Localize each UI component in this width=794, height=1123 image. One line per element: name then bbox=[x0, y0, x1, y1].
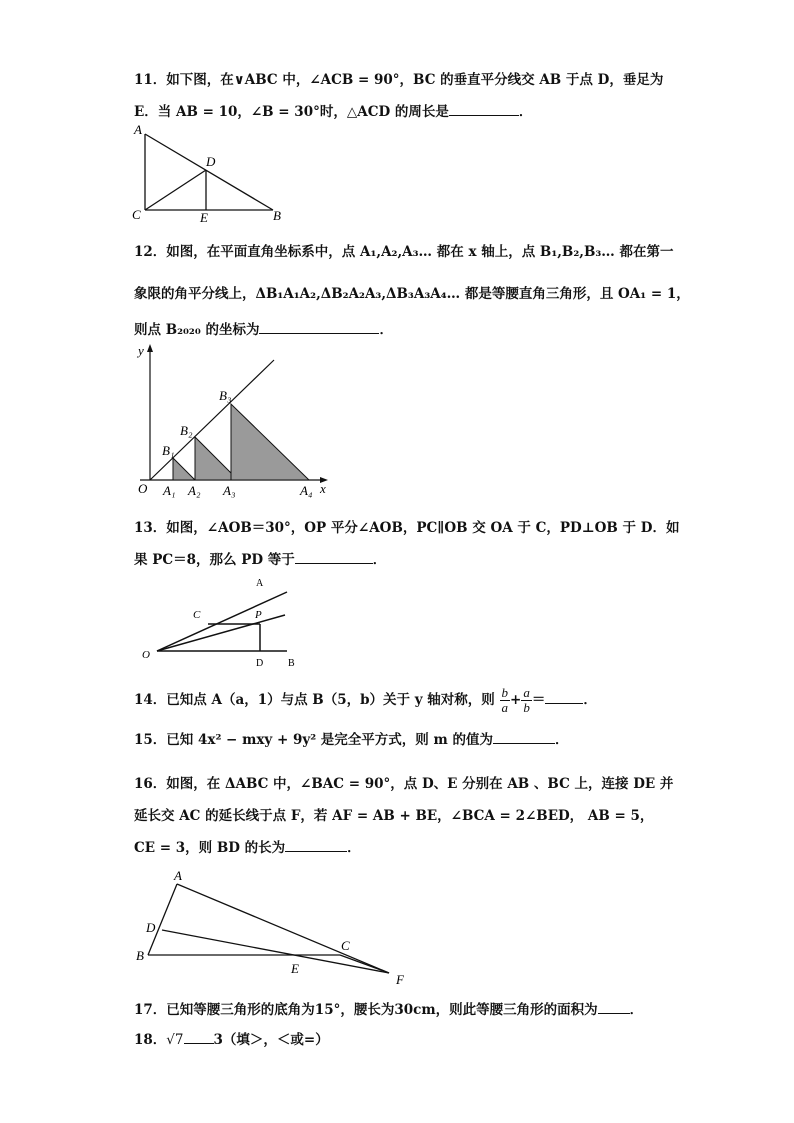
q12-text-line2: 象限的角平分线上，ΔB₁A₁A₂,ΔB₂A₂A₃,ΔB₃A₃A₄… 都是等腰直角三角形，且 OA₁ = 1， bbox=[134, 286, 690, 302]
q11-label-E: E bbox=[200, 210, 208, 225]
q14-frac1-numerator: b bbox=[501, 685, 509, 700]
q12-text-line3: 则点 B₂₀₂₀ 的坐标为 bbox=[134, 322, 260, 338]
q16-label-F: F bbox=[396, 972, 404, 987]
q15-number: 15． bbox=[134, 732, 167, 748]
q16-figure bbox=[130, 862, 420, 992]
q13-label-P: P bbox=[255, 609, 262, 621]
q15-line bbox=[134, 728, 569, 748]
q16-answer-blank[interactable] bbox=[285, 839, 347, 852]
q12-figure bbox=[130, 340, 340, 505]
q13-number: 13． bbox=[134, 520, 167, 536]
q17-number: 17． bbox=[134, 1002, 167, 1018]
q16-label-E: E bbox=[291, 961, 299, 976]
q11-label-A: A bbox=[134, 122, 142, 137]
q11-label-C: C bbox=[132, 207, 141, 222]
q14-frac2-denominator: b bbox=[523, 700, 530, 715]
q13-figure bbox=[135, 574, 310, 674]
q17-line bbox=[134, 998, 643, 1018]
q15-text: 已知 4x² − mxy + 9y² 是完全平方式，则 m 的值为 bbox=[166, 732, 493, 748]
q13-line2 bbox=[134, 548, 386, 568]
q16-line1 bbox=[134, 772, 673, 792]
q12-text-line1: 如图，在平面直角坐标系中，点 A₁,A₂,A₃… 都在 x 轴上，点 B₁,B₂,B₃… 都在第一 bbox=[166, 244, 674, 260]
q13-end: ． bbox=[372, 552, 387, 568]
q12-label-B2: B₂ bbox=[180, 423, 193, 438]
q11-end: ． bbox=[518, 104, 533, 120]
q12-end: ． bbox=[379, 322, 393, 338]
q15-answer-blank[interactable] bbox=[493, 731, 555, 744]
q16-text-line3: CE = 3，则 BD 的长为 bbox=[134, 840, 286, 856]
q14-frac2-numerator: a bbox=[523, 685, 530, 700]
q17-text: 已知等腰三角形的底角为15°，腰长为30cm，则此等腰三角形的面积为 bbox=[166, 1002, 598, 1018]
q14-text: 已知点 A（a，1）与点 B（5，b）关于 y 轴对称，则 bbox=[166, 692, 495, 708]
q13-label-O: O bbox=[142, 649, 150, 661]
q18-line bbox=[134, 1028, 329, 1048]
q16-end: ． bbox=[347, 840, 361, 856]
q16-label-B: B bbox=[136, 948, 144, 963]
q16-text-line2: 延长交 AC 的延长线于点 F，若 AF = AB + BE，∠BCA = 2∠BED， AB = 5， bbox=[134, 808, 654, 824]
q13-label-B: B bbox=[288, 658, 295, 669]
q12-label-A4: A₄ bbox=[300, 483, 313, 498]
q12-label-y: y bbox=[138, 343, 144, 358]
q12-label-A3: A₃ bbox=[223, 483, 236, 498]
q12-label-A2: A₂ bbox=[188, 483, 201, 498]
q13-line1 bbox=[134, 516, 679, 536]
q14-end: ． bbox=[583, 692, 597, 708]
q16-number: 16． bbox=[134, 776, 167, 792]
q12-line3 bbox=[134, 318, 393, 338]
q14-frac1-denominator: a bbox=[501, 700, 509, 715]
q18-radical: √7 bbox=[166, 1032, 184, 1048]
q11-number: 11． bbox=[134, 72, 167, 88]
q13-label-C: C bbox=[193, 609, 201, 621]
q11-text-line2: E．当 AB = 10，∠B = 30°时，△ACD 的周长是 bbox=[134, 104, 449, 120]
q18-value: 3（填＞，＜或=） bbox=[213, 1032, 329, 1048]
q16-line2 bbox=[134, 804, 653, 824]
q12-label-B3: B₃ bbox=[219, 388, 232, 403]
q14-equals: ＝ bbox=[531, 692, 546, 708]
q13-label-D: D bbox=[256, 658, 264, 669]
q11-line2 bbox=[134, 100, 532, 120]
q14-answer-blank[interactable] bbox=[545, 691, 583, 704]
q14-fraction-2 bbox=[521, 686, 532, 715]
q12-answer-blank[interactable] bbox=[259, 321, 379, 334]
q11-label-D: D bbox=[206, 154, 216, 169]
q13-text-line2: 果 PC＝8，那么 PD 等于 bbox=[134, 552, 295, 568]
q14-number: 14． bbox=[134, 692, 167, 708]
q12-line1 bbox=[134, 240, 673, 260]
q14-fraction-1 bbox=[500, 686, 511, 715]
q11-label-B: B bbox=[273, 208, 281, 223]
q11-answer-blank[interactable] bbox=[449, 103, 519, 116]
q14-line bbox=[134, 686, 597, 715]
q11-line1 bbox=[134, 68, 663, 88]
q18-answer-blank[interactable] bbox=[184, 1031, 214, 1044]
q12-label-x: x bbox=[320, 481, 326, 496]
q16-text-line1: 如图，在 ΔABC 中，∠BAC = 90°，点 D、E 分别在 AB 、BC 上，连接 DE 并 bbox=[166, 776, 674, 792]
q17-answer-blank[interactable] bbox=[598, 1001, 630, 1014]
q17-end: ． bbox=[629, 1002, 644, 1018]
q13-label-A: A bbox=[256, 578, 264, 589]
q12-label-A1: A₁ bbox=[163, 483, 176, 498]
q11-text-line1: 如下图，在∨ABC 中，∠ACB = 90°，BC 的垂直平分线交 AB 于点 D，垂足为 bbox=[166, 72, 664, 88]
q13-text-line1: 如图，∠AOB＝30°，OP 平分∠AOB，PC∥OB 交 OA 于 C，PD⊥OB 于 D．如 bbox=[166, 520, 680, 536]
q12-label-B1: B₁ bbox=[162, 443, 175, 458]
q16-line3 bbox=[134, 836, 361, 856]
q18-number: 18． bbox=[134, 1032, 167, 1048]
q13-answer-blank[interactable] bbox=[295, 551, 373, 564]
q16-label-D: D bbox=[146, 920, 156, 935]
q11-figure bbox=[130, 122, 290, 227]
q15-end: ． bbox=[555, 732, 569, 748]
q16-label-A: A bbox=[174, 868, 182, 883]
q12-number: 12． bbox=[134, 244, 167, 260]
q16-label-C: C bbox=[341, 938, 350, 953]
q12-label-O: O bbox=[138, 481, 148, 496]
q14-plus: + bbox=[510, 692, 522, 708]
q12-line2 bbox=[134, 282, 690, 302]
